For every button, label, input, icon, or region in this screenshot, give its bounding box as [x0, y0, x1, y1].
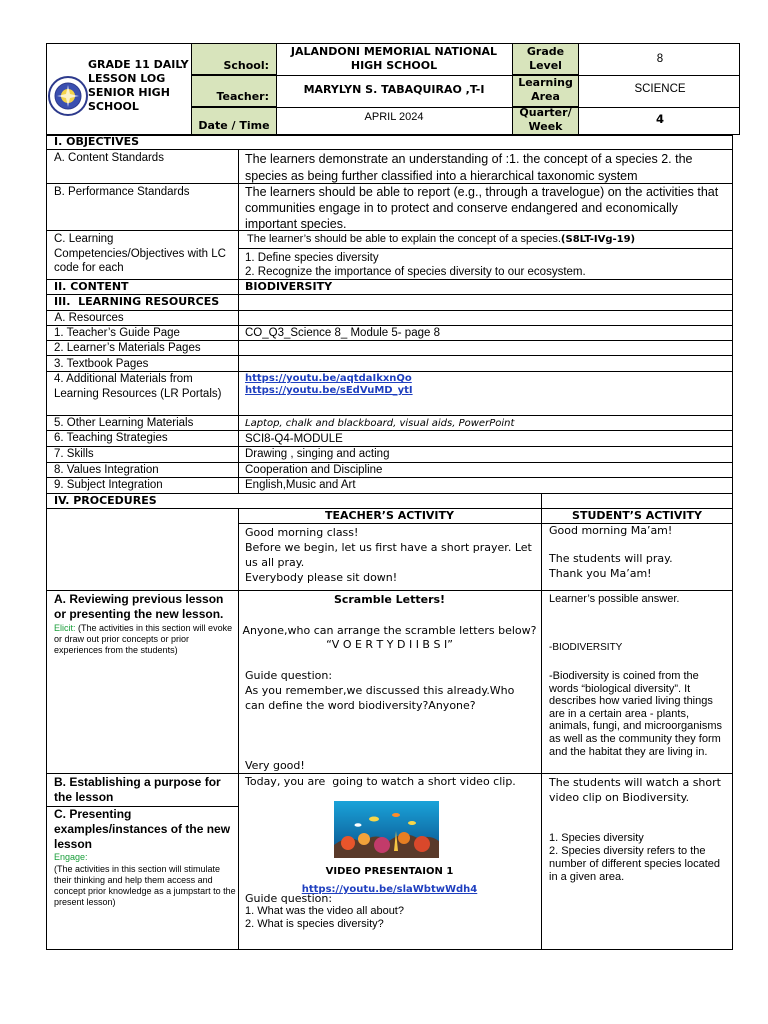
competency-code: (S8LT-IVg-19) — [560, 234, 636, 245]
strategies-label: 6. Teaching Strategies — [54, 432, 168, 444]
student-video-response: The students will watch a short video clip on Biodiversity. — [549, 776, 721, 804]
other-materials-label: 5. Other Learning Materials — [54, 417, 194, 429]
date-value: APRIL 2024 — [364, 111, 424, 123]
school-value: JALANDONI MEMORIAL NATIONAL HIGH SCHOOL — [290, 45, 498, 72]
teacher-value: MARYLYN S. TABAQUIRAO ,T-I — [303, 83, 485, 96]
student-answer-biodiversity: -BIODIVERSITY — [549, 642, 623, 653]
grade-label: Grade Level — [526, 45, 565, 72]
resources-heading: III. LEARNING RESOURCES — [54, 295, 220, 308]
section-b-label: B. Establishing a purpose for the lesson — [54, 775, 221, 804]
competencies-label: C. Learning Competencies/Objectives with LC code for each — [54, 233, 226, 274]
engage-note: (The activities in this section will stimulate their thinking and help them access and concept prior knowledge as a jumpstart to the present lesson) — [54, 864, 236, 907]
deped-seal-icon — [47, 75, 89, 117]
student-species-diversity: 1. Species diversity — [549, 832, 644, 844]
resource-link-2[interactable]: https://youtu.be/sEdVuMD_ytI — [245, 385, 413, 396]
resources-a: A. Resources — [52, 312, 124, 324]
content-standards-label: A. Content Standards — [54, 152, 164, 164]
school-label: School: — [223, 59, 269, 72]
guide-question-1: As you remember,we discussed this already.Who can define the word biodiversity?Anyone? — [245, 684, 515, 712]
student-activity-heading: STUDENT’S ACTIVITY — [572, 509, 702, 522]
other-materials-value: Laptop, chalk and blackboard, visual aids, PowerPoint — [245, 418, 515, 429]
section-a-note — [54, 623, 234, 656]
lesson-title: GRADE 11 DAILY LESSON LOG SENIOR HIGH SCHOOL — [88, 58, 189, 113]
date-label: Date / Time — [198, 119, 270, 132]
content-heading: II. CONTENT — [54, 280, 129, 293]
engage-label: Engage: — [54, 852, 88, 862]
coral-reef-image — [334, 801, 439, 858]
quarter-label: Quarter/ Week — [519, 106, 572, 133]
section-a-label: A. Reviewing previous lesson or presenting the new lesson. — [54, 592, 224, 621]
teachers-guide-label: 1. Teacher’s Guide Page — [54, 327, 180, 339]
video-link[interactable]: https://youtu.be/slaWbtwWdh4 — [301, 884, 478, 895]
student-species-definition: 2. Species diversity refers to the number of different species located in a given area. — [549, 845, 721, 883]
strategies-value: SCI8-Q4-MODULE — [245, 433, 343, 445]
student-possible-answer: Learner’s possible answer. — [549, 593, 680, 605]
area-label: Learning Area — [518, 76, 573, 103]
content-standards-text: The learners demonstrate an understanding of :1. the concept of a species 2. the species as being further classified into a hierarchical taxonomic system — [245, 152, 693, 183]
objective-1: 1. Define species diversity — [245, 252, 379, 264]
procedures-heading: IV. PROCEDURES — [54, 494, 157, 507]
quarter-value: 4 — [655, 112, 664, 126]
video-title: VIDEO PRESENTAION 1 — [325, 866, 454, 877]
competency-text — [247, 233, 635, 245]
elicit-note: (The activities in this section will evoke or draw out prior concepts or prior experiences from the students) — [54, 623, 233, 655]
performance-standards-text: The learners should be able to report (e.g., through a travelogue) on the activities that communities engage in to protect and conserve endangered and economically important species. — [245, 185, 719, 231]
very-good-text: Very good! — [245, 759, 305, 772]
textbook-label: 3. Textbook Pages — [54, 358, 149, 370]
scramble-letters: “V O E R T Y D I I B S I” — [326, 638, 453, 651]
student-biodiversity-definition: -Biodiversity is coined from the words “biological diversity”. It describes how varied living things are in a certain area - plants, animals, fungi, and microorganisms as well as the community they form and the habitat they are living in. — [549, 670, 723, 758]
resource-link-1[interactable]: https://youtu.be/aqtdaIkxnQo — [245, 373, 412, 384]
competency-statement: The learner’s should be able to explain the concept of a species. — [247, 233, 561, 245]
guide-question-2-label: Guide question: — [245, 892, 333, 905]
skills-label: 7. Skills — [54, 448, 94, 460]
teacher-greeting: Good morning class! — [245, 526, 359, 539]
performance-standards-label: B. Performance Standards — [54, 186, 190, 198]
guide-question-1-label: Guide question: — [245, 669, 333, 682]
grade-value: 8 — [656, 53, 664, 65]
guide-question-2b: 2. What is species diversity? — [245, 918, 384, 930]
guide-question-2a: 1. What was the video all about? — [245, 905, 404, 917]
scramble-question: Anyone,who can arrange the scramble letters below? — [242, 624, 537, 637]
scramble-title: Scramble Letters! — [333, 593, 446, 606]
skills-value: Drawing , singing and acting — [245, 448, 390, 460]
section-c-label: C. Presenting examples/instances of the new lesson — [54, 807, 231, 851]
content-value: BIODIVERSITY — [245, 280, 333, 293]
student-thanks: Thank you Ma’am! — [549, 567, 652, 580]
teacher-prayer: Before we begin, let us first have a short prayer. Let us all pray. — [245, 541, 532, 569]
subject-label: 9. Subject Integration — [54, 479, 163, 491]
teacher-activity-heading: TEACHER’S ACTIVITY — [325, 509, 454, 522]
objective-2: 2. Recognize the importance of species diversity to our ecosystem. — [245, 266, 586, 278]
elicit-label: Elicit: — [54, 623, 76, 633]
teacher-sit-down: Everybody please sit down! — [245, 571, 398, 584]
student-pray: The students will pray. — [549, 552, 673, 565]
teacher-video-intro: Today, you are going to watch a short video clip. — [245, 775, 516, 788]
values-label: 8. Values Integration — [54, 464, 159, 476]
subject-value: English,Music and Art — [245, 479, 356, 491]
learners-materials-label: 2. Learner’s Materials Pages — [54, 342, 201, 354]
values-value: Cooperation and Discipline — [245, 464, 383, 476]
student-greeting: Good morning Ma’am! — [549, 524, 673, 537]
teacher-label: Teacher: — [216, 90, 269, 103]
area-value: SCIENCE — [634, 83, 686, 95]
teachers-guide-value: CO_Q3_Science 8_ Module 5- page 8 — [245, 327, 440, 339]
additional-materials-label: 4. Additional Materials from Learning Resources (LR Portals) — [54, 373, 222, 400]
objectives-heading: I. OBJECTIVES — [54, 135, 140, 148]
